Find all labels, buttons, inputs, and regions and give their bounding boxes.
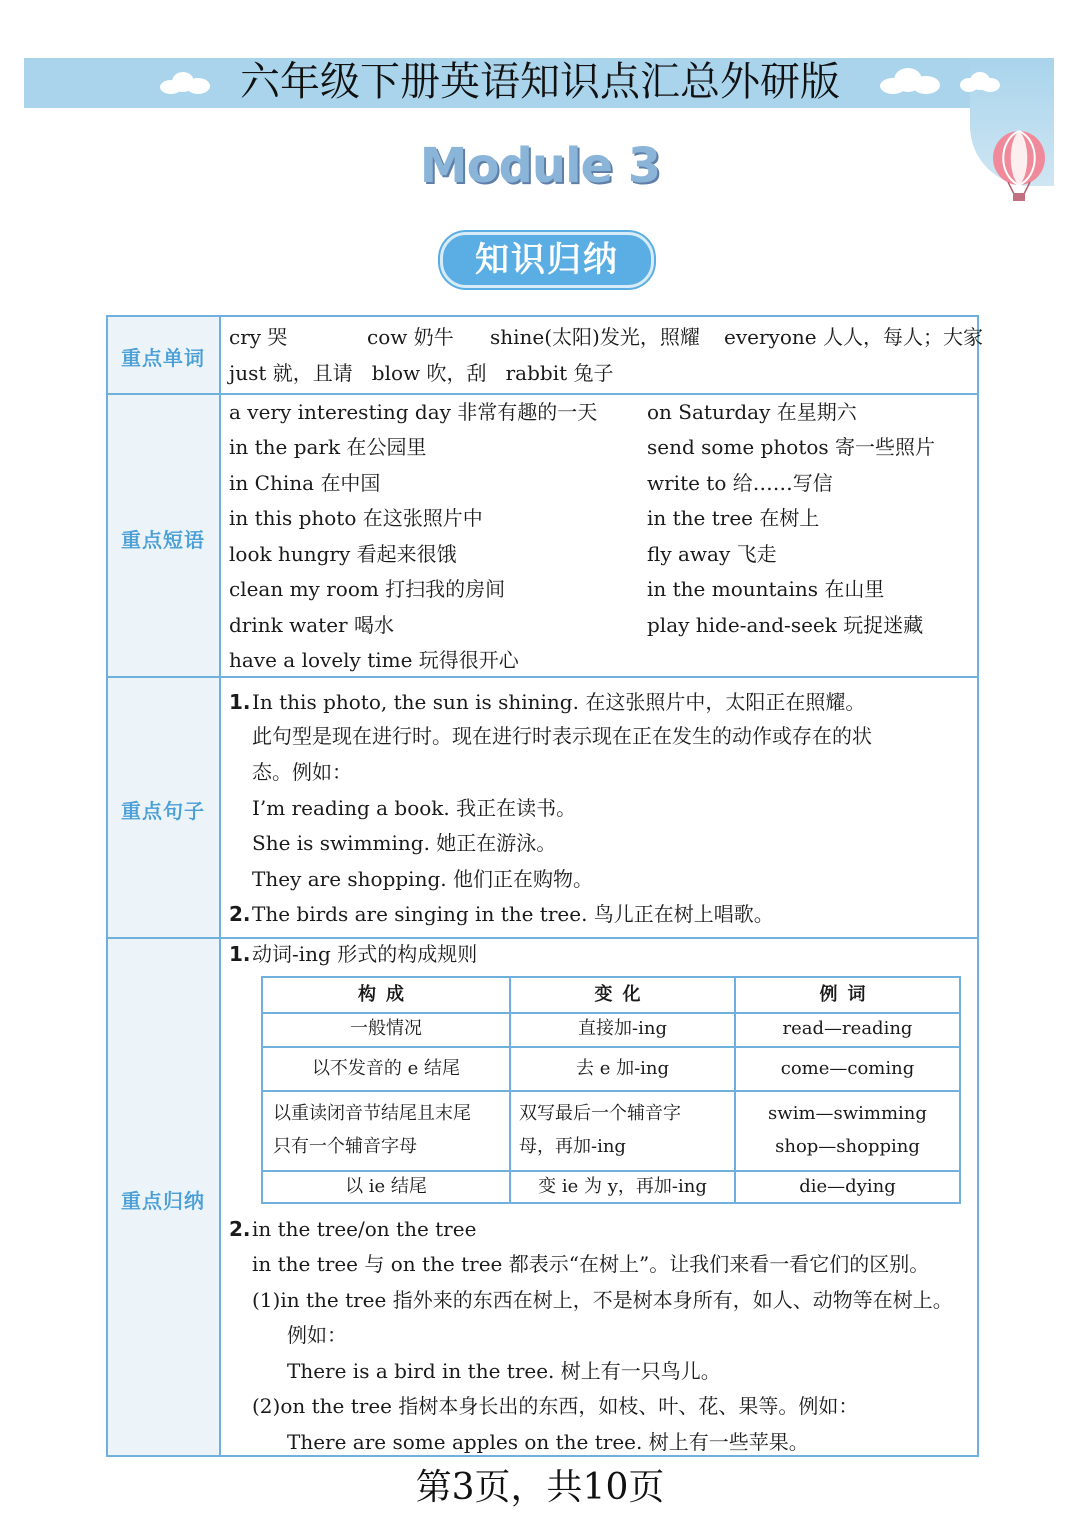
category-summary: 重点归纳 [121, 1189, 205, 1213]
example-sentence: I’m reading a book. 我正在读书。 [252, 796, 577, 820]
word-item: cow 奶牛 [367, 325, 454, 349]
table-cell: 去 e 加-ing [575, 1058, 670, 1079]
table-col-divider [509, 976, 511, 1204]
section-label: 知识归纳 [440, 232, 654, 288]
summary-text: (2)on the tree 指树本身长出的东西，如枝、叶、花、果等。例如： [252, 1394, 859, 1418]
table-header: 例词 [819, 984, 876, 1005]
summary-number: 2. [229, 1217, 251, 1241]
word-item: everyone 人人，每人；大家 [724, 325, 983, 349]
table-cell: 变 ie 为 y，再加-ing [538, 1176, 707, 1197]
phrase-item: in the park 在公园里 [229, 435, 427, 459]
row-divider [106, 937, 979, 939]
phrase-item: play hide-and-seek 玩捉迷藏 [647, 613, 924, 637]
summary-number: 1. [229, 942, 251, 966]
example-sentence: They are shopping. 他们正在购物。 [252, 867, 593, 891]
page-number: 第3页，共10页 [415, 1467, 665, 1508]
phrase-item: in this photo 在这张照片中 [229, 506, 483, 530]
table-header: 构成 [358, 984, 414, 1005]
key-sentence: The birds are singing in the tree. 鸟儿正在树上唱歌。 [252, 902, 774, 926]
table-header: 变化 [594, 984, 651, 1005]
summary-text: in the tree 与 on the tree 都表示“在树上”。让我们来看一看它们的区别。 [252, 1252, 930, 1276]
table-cell: 以重读闭音节结尾且末尾 [273, 1103, 471, 1124]
module-title: Module 3 [419, 138, 661, 194]
table-col-divider [734, 976, 736, 1204]
summary-text: (1)in the tree 指外来的东西在树上，不是树本身所有，如人、动物等在树上。 [252, 1288, 953, 1312]
word-line: just 就，且请 blow 吹，刮 rabbit 兔子 [229, 361, 614, 385]
table-cell: die—dying [799, 1176, 896, 1197]
phrase-item: have a lovely time 玩得很开心 [229, 648, 519, 672]
table-cell: 以不发音的 e 结尾 [311, 1058, 461, 1079]
example-sentence: There is a bird in the tree. 树上有一只鸟儿。 [287, 1359, 721, 1383]
phrase-item: in the tree 在树上 [647, 506, 820, 530]
category-phrases: 重点短语 [121, 528, 205, 552]
row-divider [106, 676, 979, 678]
document-title: 六年级下册英语知识点汇总外研版 [240, 59, 840, 105]
table-cell: 双写最后一个辅音字 [519, 1103, 681, 1124]
table-row-divider [261, 1170, 961, 1172]
table-row-divider [261, 1012, 961, 1014]
phrase-item: look hungry 看起来很饿 [229, 542, 457, 566]
table-cell: 一般情况 [350, 1018, 422, 1039]
sentence-number: 1. [229, 690, 251, 714]
grammar-note: 态。例如： [252, 760, 352, 784]
phrase-item: a very interesting day 非常有趣的一天 [229, 400, 598, 424]
table-cell: 母，再加-ing [519, 1136, 626, 1157]
column-divider [219, 315, 221, 1457]
table-cell: shop—shopping [775, 1136, 920, 1157]
table-row-divider [261, 1090, 961, 1092]
table-cell: 直接加-ing [578, 1018, 667, 1039]
example-sentence: There are some apples on the tree. 树上有一些苹果。 [287, 1430, 809, 1454]
phrase-item: send some photos 寄一些照片 [647, 435, 936, 459]
table-cell: read—reading [782, 1018, 913, 1039]
hot-air-balloon-icon [990, 130, 1048, 202]
category-sentences: 重点句子 [121, 799, 205, 823]
row-divider [106, 393, 979, 395]
example-sentence: She is swimming. 她正在游泳。 [252, 831, 557, 855]
table-cell: 以 ie 结尾 [345, 1176, 427, 1197]
phrase-item: in China 在中国 [229, 471, 381, 495]
key-sentence: In this photo, the sun is shining. 在这张照片中，太阳正在照耀。 [252, 690, 866, 714]
phrase-item: write to 给……写信 [647, 471, 833, 495]
phrase-item: drink water 喝水 [229, 613, 394, 637]
table-cell: swim—swimming [768, 1103, 927, 1124]
phrase-item: clean my room 打扫我的房间 [229, 577, 506, 601]
summary-heading: in the tree/on the tree [252, 1217, 477, 1241]
phrase-item: fly away 飞走 [647, 542, 777, 566]
word-item: shine(太阳)发光，照耀 [490, 325, 700, 349]
category-words: 重点单词 [121, 346, 205, 370]
summary-heading: 动词-ing 形式的构成规则 [252, 942, 478, 966]
phrase-item: on Saturday 在星期六 [647, 400, 857, 424]
table-cell: 只有一个辅音字母 [273, 1136, 417, 1157]
table-row-divider [261, 1046, 961, 1048]
word-item: cry 哭 [229, 325, 288, 349]
phrase-item: in the mountains 在山里 [647, 577, 885, 601]
table-cell: come—coming [780, 1058, 915, 1079]
summary-text: 例如： [287, 1323, 347, 1347]
sentence-number: 2. [229, 902, 251, 926]
grammar-note: 此句型是现在进行时。现在进行时表示现在正在发生的动作或存在的状 [252, 724, 872, 748]
